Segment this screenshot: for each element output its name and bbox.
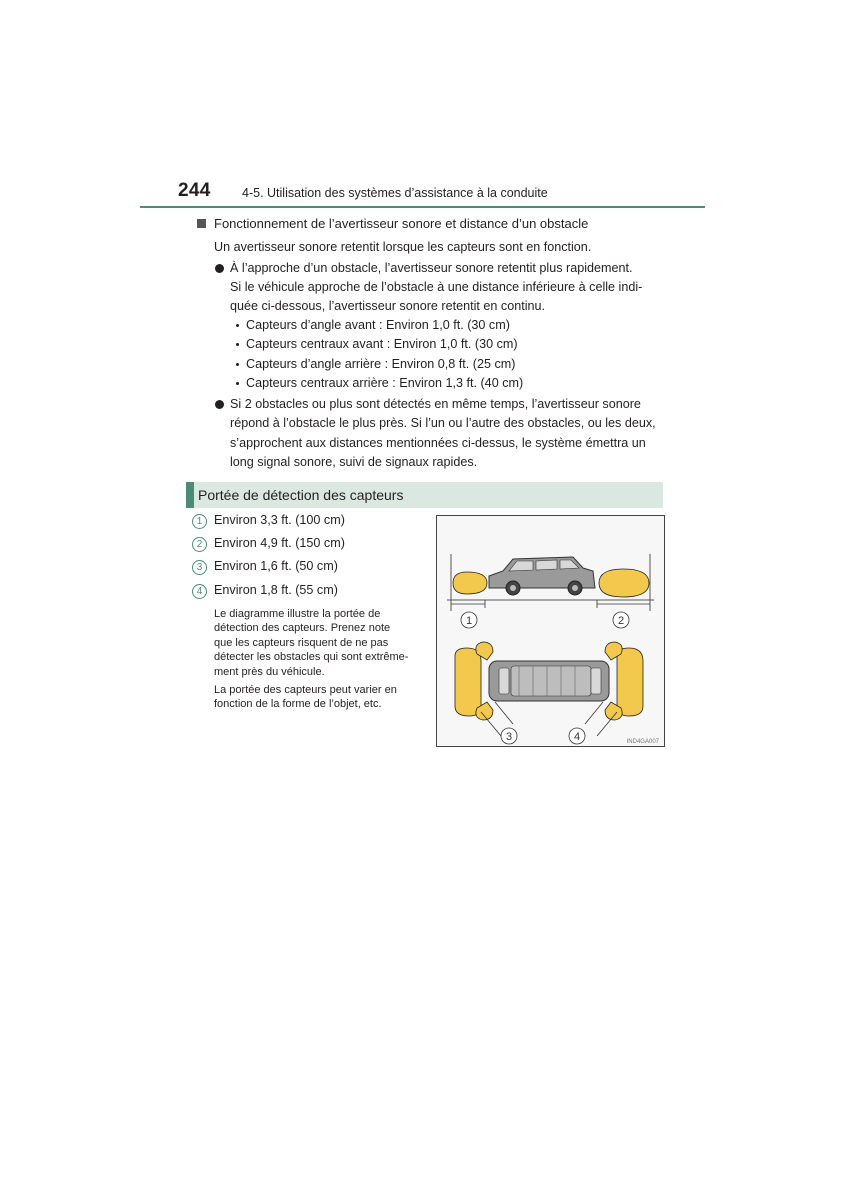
sub-bullet-icon — [236, 382, 239, 385]
subitem: Capteurs d’angle avant : Environ 1,0 ft. (30 cm) — [246, 318, 510, 332]
callout-label-2: 2 — [617, 615, 625, 627]
bullet2-line: répond à l’obstacle le plus près. Si l’un ou l’autre des obstacles, ou les deux, — [230, 416, 656, 430]
callout-number-3: 3 — [192, 560, 207, 575]
running-head: 4-5. Utilisation des systèmes d’assistance à la conduite — [242, 186, 548, 200]
subsection-title: Portée de détection des capteurs — [198, 487, 404, 503]
callout-label-4: 4 — [573, 731, 581, 743]
note-paragraph — [214, 683, 424, 712]
subitem: Capteurs centraux arrière : Environ 1,3 ft. (40 cm) — [246, 376, 524, 390]
bullet-icon — [215, 264, 224, 273]
callout-label-1: 1 — [465, 615, 473, 627]
callout-label-3: 3 — [505, 731, 513, 743]
callout-number-2: 2 — [192, 537, 207, 552]
note-line: ment près du véhicule. — [214, 665, 325, 678]
header-rule — [140, 206, 705, 208]
bullet-icon — [215, 400, 224, 409]
callout-number-1: 1 — [192, 514, 207, 529]
figure-code: IND4GA007 — [626, 739, 659, 745]
rear-detection-zone — [453, 572, 487, 594]
bullet2-line: Si 2 obstacles ou plus sont détectés en même temps, l’avertisseur sonore — [230, 397, 641, 411]
section-title: Fonctionnement de l’avertisseur sonore et distance d’un obstacle — [214, 216, 589, 231]
range-item-text: Environ 1,6 ft. (50 cm) — [214, 559, 338, 573]
note-line: que les capteurs risquent de ne pas — [214, 636, 389, 649]
subsection-band-marker — [186, 482, 194, 508]
sub-bullet-icon — [236, 343, 239, 346]
subitem: Capteurs centraux avant : Environ 1,0 ft. (30 cm) — [246, 337, 518, 351]
range-item-text: Environ 4,9 ft. (150 cm) — [214, 536, 345, 550]
front-detection-zone — [599, 569, 649, 597]
diagram-svg — [437, 516, 664, 746]
front-center-zone — [617, 648, 643, 716]
note-line: fonction de la forme de l’objet, etc. — [214, 698, 382, 711]
bullet2-line: s’approchent aux distances mentionnées ci-dessus, le système émettra un — [230, 436, 646, 450]
callout-number-4: 4 — [192, 584, 207, 599]
range-item-text: Environ 3,3 ft. (100 cm) — [214, 513, 345, 527]
range-item-text: Environ 1,8 ft. (55 cm) — [214, 583, 338, 597]
sensor-range-diagram — [436, 515, 665, 747]
intro-text: Un avertisseur sonore retentit lorsque les capteurs sont en fonction. — [214, 240, 592, 254]
sub-bullet-icon — [236, 324, 239, 327]
note-line: détection des capteurs. Prenez note — [214, 622, 391, 635]
bullet1-line: quée ci-dessous, l’avertisseur sonore retentit en continu. — [230, 299, 546, 313]
subitem: Capteurs d’angle arrière : Environ 0,8 ft. (25 cm) — [246, 357, 516, 371]
note-paragraph — [214, 607, 424, 679]
sub-bullet-icon — [236, 363, 239, 366]
note-line: Le diagramme illustre la portée de — [214, 608, 381, 620]
rear-center-zone — [455, 648, 481, 716]
bullet2-line: long signal sonore, suivi de signaux rapides. — [230, 455, 478, 469]
bullet1-line: À l’approche d’un obstacle, l’avertisseur sonore retentit plus rapidement. — [230, 261, 633, 275]
bullet1-line: Si le véhicule approche de l’obstacle à une distance inférieure à celle indi- — [230, 280, 643, 294]
note-line: détecter les obstacles qui sont extrême- — [214, 651, 409, 664]
section-square-icon — [197, 219, 206, 228]
car-top-view-icon — [489, 661, 609, 701]
car-side-view-icon — [489, 557, 595, 595]
note-line: La portée des capteurs peut varier en — [214, 684, 397, 696]
page-number: 244 — [178, 180, 211, 201]
